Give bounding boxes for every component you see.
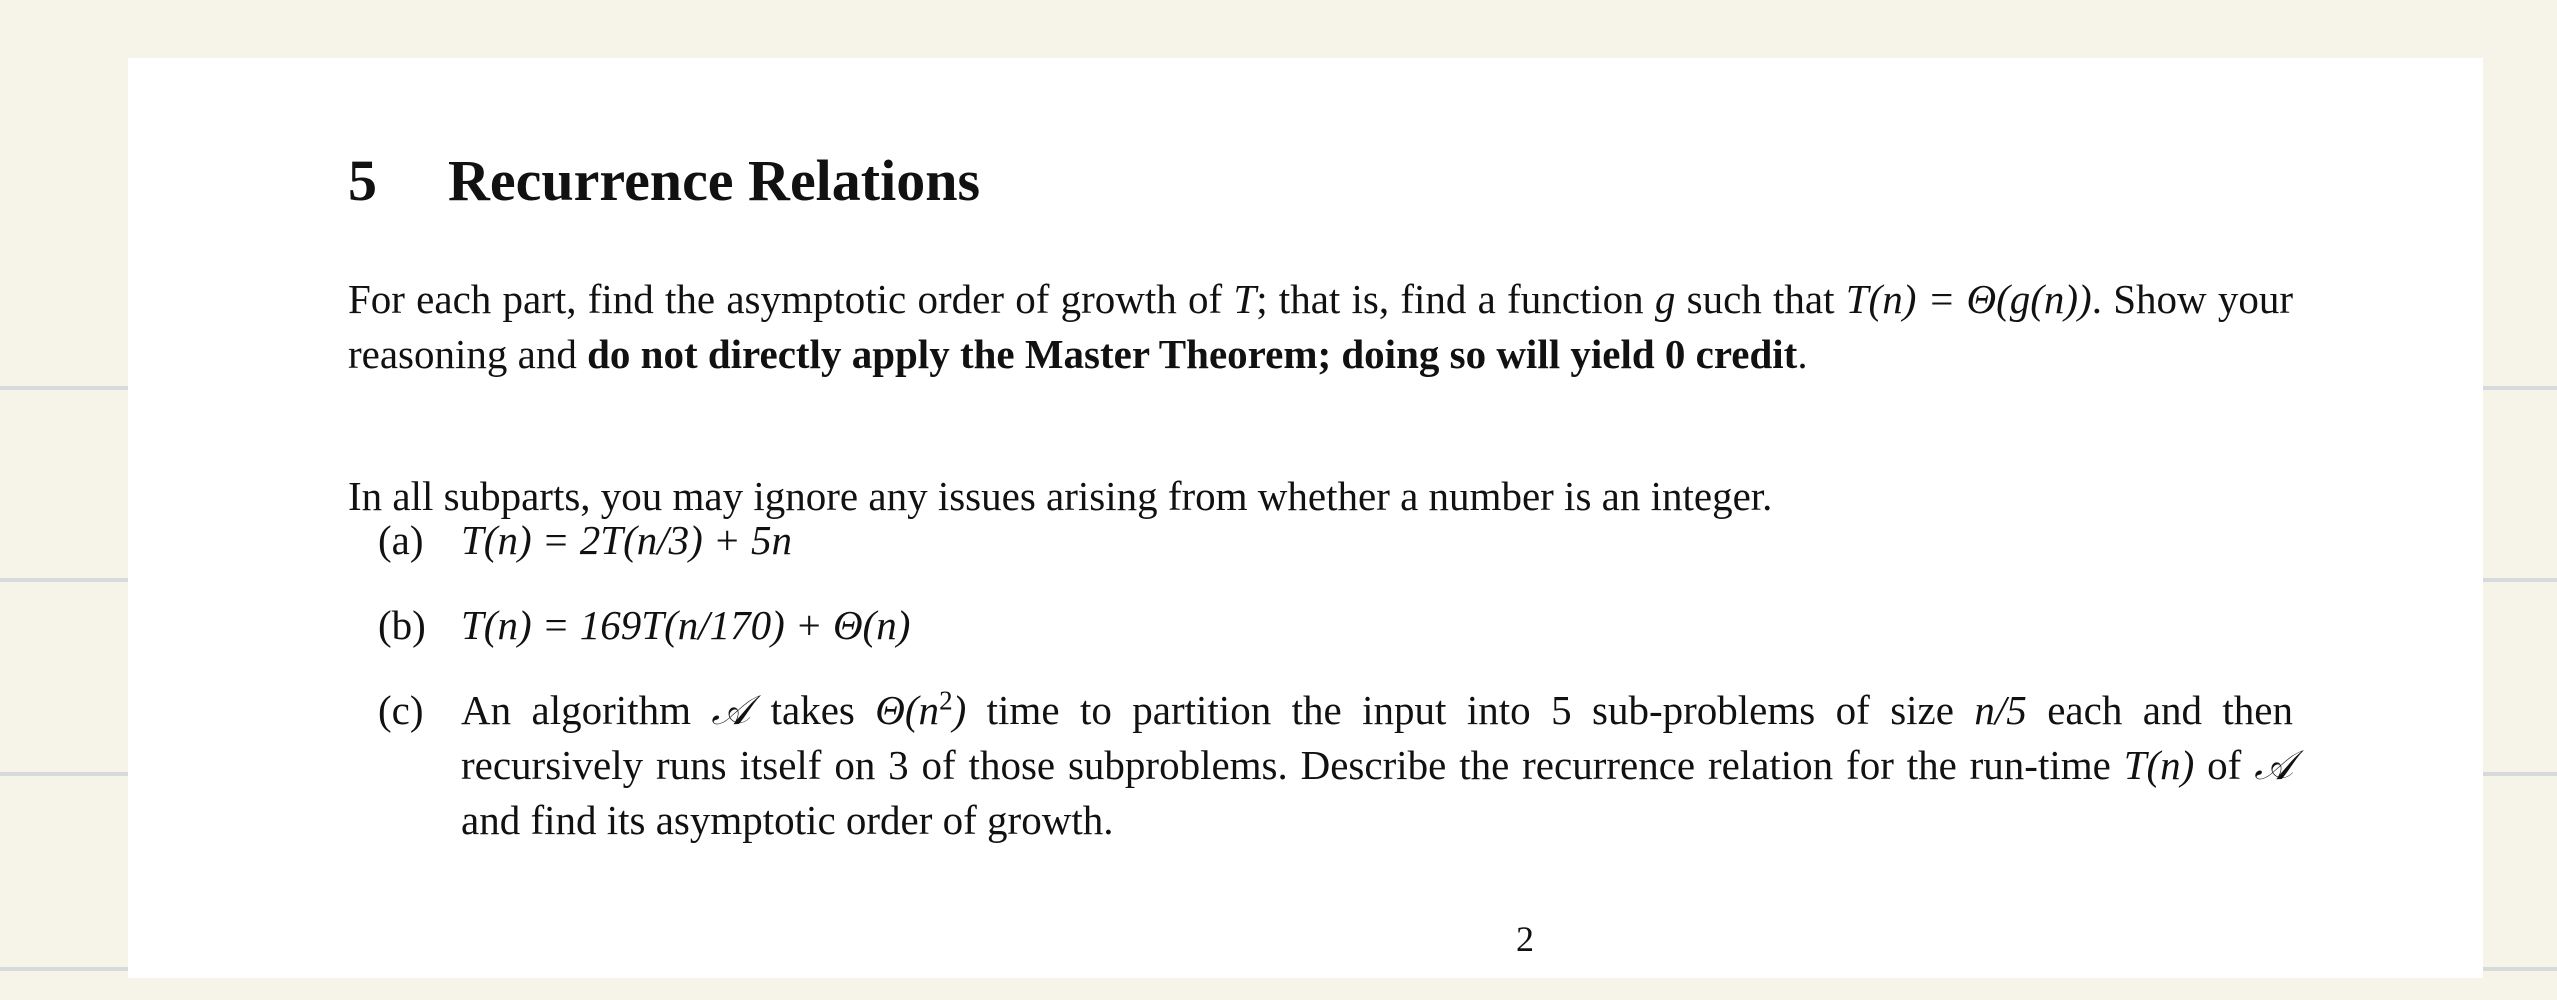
target-equation: T(n) = Θ(g(n)): [1845, 276, 2092, 322]
subpart-c-description: [461, 683, 2293, 848]
partition-time-theta: Θ(n: [875, 687, 940, 733]
background-rule-2-right: [2483, 578, 2557, 582]
section-title: Recurrence Relations: [448, 147, 981, 213]
algorithm-symbol-2: 𝒜: [2254, 741, 2293, 789]
background-rule-4-right: [2483, 967, 2557, 971]
background-rule-3-right: [2483, 772, 2557, 776]
section-number: 5: [348, 147, 377, 213]
instructions-text-1: For each part, find the asymptotic order of growth of: [348, 276, 1234, 322]
background-rule-4-left: [0, 967, 128, 971]
subproblem-size: n/5: [1974, 687, 2027, 733]
algorithm-symbol: 𝒜: [711, 686, 751, 734]
subpart-c-label: (c): [378, 687, 424, 733]
subpart-c-text-4: each and then recursively runs itself on 3 of those subproblems. Describe the recurrence relation for the run-time: [461, 687, 2293, 788]
page-number: 2: [1516, 919, 1534, 959]
integer-note: In all subparts, you may ignore any issues arising from whether a number is an integer.: [348, 473, 1773, 519]
subpart-c-text-5: of: [2194, 742, 2255, 788]
background-rule-2-left: [0, 578, 128, 582]
background-rule-1-right: [2483, 386, 2557, 390]
subpart-b-label: (b): [378, 602, 426, 648]
function-symbol-g: g: [1654, 276, 1676, 322]
instructions-text-2: ; that is, find a function: [1256, 276, 1655, 322]
instructions-text-4: . Show your reasoning and: [348, 276, 2293, 377]
instructions-paragraph: [348, 272, 2293, 382]
subpart-c-text-3: time to partition the input into 5 sub-problems of size: [966, 687, 1975, 733]
background-rule-3-left: [0, 772, 128, 776]
subpart-c-text-6: and find its asymptotic order of growth.: [461, 797, 1114, 843]
partition-time-exponent: 2: [939, 685, 953, 716]
subpart-b-equation: T(n) = 169T(n/170) + Θ(n): [461, 602, 911, 648]
runtime-symbol: T(n): [2123, 742, 2195, 788]
instructions-text-5: .: [1797, 331, 1808, 377]
partition-time-close: ): [952, 687, 967, 733]
master-theorem-warning: do not directly apply the Master Theorem; doing so will yield 0 credit: [587, 331, 1798, 377]
document-page: [128, 58, 2483, 978]
function-symbol-t: T: [1233, 276, 1257, 322]
subpart-a-label: (a): [378, 517, 424, 563]
subpart-a-equation: T(n) = 2T(n/3) + 5n: [461, 517, 792, 563]
background-rule-1-left: [0, 386, 128, 390]
section-heading: [348, 147, 981, 213]
instructions-text-3: such that: [1675, 276, 1846, 322]
subpart-c-text-1: An algorithm: [461, 687, 712, 733]
subpart-c-text-2: takes: [750, 687, 876, 733]
